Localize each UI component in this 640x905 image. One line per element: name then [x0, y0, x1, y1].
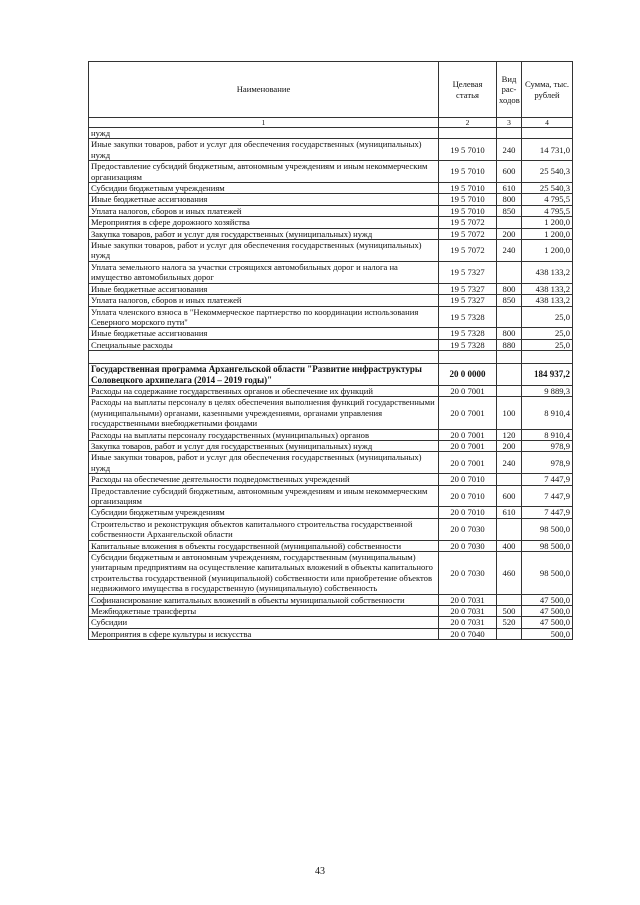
cell-article: 20 0 7001: [439, 452, 497, 474]
cell-article: 20 0 7010: [439, 474, 497, 485]
cell-name: Субсидии бюджетным учреждениям: [89, 507, 439, 518]
cell-expense-type: [497, 628, 522, 639]
cell-name: Строительство и реконструкция объектов капитального строительства государственной собственности Архангельской области: [89, 518, 439, 540]
cell-name: нужд: [89, 128, 439, 139]
cell-name: Мероприятия в сфере дорожного хозяйства: [89, 217, 439, 228]
cell-expense-type: [497, 518, 522, 540]
cell-article: 20 0 7031: [439, 606, 497, 617]
cell-expense-type: [497, 217, 522, 228]
table-row: [89, 306, 573, 328]
table-row: [89, 240, 573, 262]
cell-article: 20 0 7001: [439, 385, 497, 396]
table-row: [89, 217, 573, 228]
column-index: 1: [89, 118, 439, 128]
page-number: 43: [315, 866, 325, 877]
table-row: [89, 295, 573, 306]
cell-name: Иные закупки товаров, работ и услуг для обеспечения государственных (муниципальных) нужд: [89, 452, 439, 474]
cell-name: Расходы на содержание государственных органов и обеспечение их функций: [89, 385, 439, 396]
cell-article: 20 0 7030: [439, 540, 497, 551]
cell-article: 20 0 7030: [439, 518, 497, 540]
cell-article: 19 5 7328: [439, 306, 497, 328]
table-row: [89, 205, 573, 216]
cell-expense-type: [497, 364, 522, 386]
cell-sum: 4 795,5: [522, 205, 573, 216]
cell-name: Иные бюджетные ассигнования: [89, 283, 439, 294]
cell-article: 19 5 7010: [439, 139, 497, 161]
column-index: 4: [522, 118, 573, 128]
cell-name: Закупка товаров, работ и услуг для государственных (муниципальных) нужд: [89, 228, 439, 239]
cell-sum: 7 447,9: [522, 507, 573, 518]
cell-expense-type: [497, 385, 522, 396]
cell-name: Капитальные вложения в объекты государственной (муниципальной) собственности: [89, 540, 439, 551]
cell-article: 20 0 7010: [439, 485, 497, 507]
table-row: [89, 485, 573, 507]
cell-expense-type: 600: [497, 485, 522, 507]
cell-article: 20 0 7031: [439, 617, 497, 628]
cell-article: 20 0 7030: [439, 552, 497, 595]
cell-expense-type: 200: [497, 228, 522, 239]
cell-name: Иные бюджетные ассигнования: [89, 194, 439, 205]
table-row: [89, 283, 573, 294]
cell-article: [439, 128, 497, 139]
table-row: [89, 440, 573, 451]
cell-sum: 184 937,2: [522, 364, 573, 386]
cell-name: Межбюджетные трансферты: [89, 606, 439, 617]
cell-sum: 438 133,2: [522, 283, 573, 294]
cell-sum: 25,0: [522, 339, 573, 350]
cell-sum: 8 910,4: [522, 397, 573, 429]
cell-expense-type: [497, 128, 522, 139]
cell-name: Расходы на обеспечение деятельности подведомственных учреждений: [89, 474, 439, 485]
table-row: [89, 128, 573, 139]
cell-sum: 47 500,0: [522, 594, 573, 605]
cell-article: 19 5 7327: [439, 261, 497, 283]
cell-article: 19 5 7010: [439, 161, 497, 183]
cell-article: 19 5 7072: [439, 217, 497, 228]
header-expense-type: Вид рас-ходов: [497, 62, 522, 118]
cell-article: 20 0 7031: [439, 594, 497, 605]
table-row: [89, 161, 573, 183]
table-row: [89, 328, 573, 339]
table-row: [89, 507, 573, 518]
table-row: [89, 397, 573, 429]
cell-sum: 1 200,0: [522, 228, 573, 239]
table-row: [89, 183, 573, 194]
cell-sum: 14 731,0: [522, 139, 573, 161]
cell-sum: 98 500,0: [522, 518, 573, 540]
cell-expense-type: 240: [497, 452, 522, 474]
cell-name: Субсидии: [89, 617, 439, 628]
cell-sum: 25,0: [522, 328, 573, 339]
cell-article: 19 5 7010: [439, 183, 497, 194]
table-row: [89, 452, 573, 474]
program-row: [89, 364, 573, 386]
cell-name: Расходы на выплаты персоналу в целях обеспечения выполнения функций государственными (муниципальными) органами, казенными учреждениями, органами управления государственными внебюджетными фондами: [89, 397, 439, 429]
cell-name: Иные бюджетные ассигнования: [89, 328, 439, 339]
table-row: [89, 594, 573, 605]
table-row: [89, 540, 573, 551]
cell-sum: 25,0: [522, 306, 573, 328]
cell-sum: 7 447,9: [522, 474, 573, 485]
cell-sum: 47 500,0: [522, 606, 573, 617]
cell-name: Уплата членского взноса в "Некоммерческое партнерство по координации использования Северного морского пути": [89, 306, 439, 328]
cell-expense-type: 850: [497, 205, 522, 216]
cell-expense-type: 610: [497, 507, 522, 518]
table-row: [89, 385, 573, 396]
cell-expense-type: 500: [497, 606, 522, 617]
header-name: Наименование: [89, 62, 439, 118]
spacer-row: [89, 351, 573, 364]
cell-sum: 25 540,3: [522, 183, 573, 194]
cell-name: Софинансирование капитальных вложений в объекты муниципальной собственности: [89, 594, 439, 605]
cell-name: Государственная программа Архангельской области "Развитие инфраструктуры Соловецкого архипелага (2014 – 2019 годы)": [89, 364, 439, 386]
cell-sum: 1 200,0: [522, 217, 573, 228]
cell-article: 20 0 7001: [439, 440, 497, 451]
cell-article: 19 5 7328: [439, 339, 497, 350]
cell-sum: 978,9: [522, 452, 573, 474]
cell-sum: 978,9: [522, 440, 573, 451]
cell-sum: 98 500,0: [522, 552, 573, 595]
cell-name: Иные закупки товаров, работ и услуг для обеспечения государственных (муниципальных) нужд: [89, 240, 439, 262]
cell-article: 19 5 7072: [439, 228, 497, 239]
cell-expense-type: 400: [497, 540, 522, 551]
cell-article: 19 5 7328: [439, 328, 497, 339]
column-index: 3: [497, 118, 522, 128]
cell-expense-type: 800: [497, 283, 522, 294]
cell-article: 19 5 7327: [439, 283, 497, 294]
cell-expense-type: [497, 474, 522, 485]
table-row: [89, 228, 573, 239]
table-row: [89, 339, 573, 350]
cell-name: Расходы на выплаты персоналу государственных (муниципальных) органов: [89, 429, 439, 440]
budget-table: [88, 61, 573, 640]
column-index-row: [89, 118, 573, 128]
cell-sum: 9 889,3: [522, 385, 573, 396]
cell-article: [439, 351, 497, 364]
cell-name: Иные закупки товаров, работ и услуг для обеспечения государственных (муниципальных) нужд: [89, 139, 439, 161]
cell-sum: 438 133,2: [522, 261, 573, 283]
cell-sum: 500,0: [522, 628, 573, 639]
cell-name: Уплата налогов, сборов и иных платежей: [89, 205, 439, 216]
cell-name: Закупка товаров, работ и услуг для государственных (муниципальных) нужд: [89, 440, 439, 451]
cell-expense-type: 520: [497, 617, 522, 628]
cell-sum: 4 795,5: [522, 194, 573, 205]
cell-expense-type: 460: [497, 552, 522, 595]
table-row: [89, 628, 573, 639]
cell-article: 19 5 7010: [439, 194, 497, 205]
cell-expense-type: 200: [497, 440, 522, 451]
cell-sum: 25 540,3: [522, 161, 573, 183]
cell-name: Мероприятия в сфере культуры и искусства: [89, 628, 439, 639]
cell-sum: [522, 351, 573, 364]
cell-sum: 7 447,9: [522, 485, 573, 507]
cell-expense-type: 100: [497, 397, 522, 429]
cell-article: 20 0 0000: [439, 364, 497, 386]
cell-expense-type: 600: [497, 161, 522, 183]
cell-expense-type: [497, 351, 522, 364]
cell-expense-type: 800: [497, 328, 522, 339]
cell-name: Предоставление субсидий бюджетным, автономным учреждениям и иным некоммерческим организациям: [89, 485, 439, 507]
table-row: [89, 617, 573, 628]
table-row: [89, 606, 573, 617]
cell-article: 20 0 7040: [439, 628, 497, 639]
cell-article: 20 0 7001: [439, 397, 497, 429]
cell-expense-type: 850: [497, 295, 522, 306]
cell-sum: 47 500,0: [522, 617, 573, 628]
cell-expense-type: 880: [497, 339, 522, 350]
cell-name: Субсидии бюджетным и автономным учреждениям, государственным (муниципальным) унитарным предприятиям на осуществление капитальных вложений в объекты капитального строительства государственной (муниципальной) собственности или приобретение объектов недвижимого имущества в государственную (муниципальную) собственность: [89, 552, 439, 595]
cell-expense-type: [497, 306, 522, 328]
cell-article: 19 5 7010: [439, 205, 497, 216]
table-row: [89, 139, 573, 161]
cell-expense-type: 610: [497, 183, 522, 194]
cell-article: 20 0 7010: [439, 507, 497, 518]
header-article: Целевая статья: [439, 62, 497, 118]
cell-name: Предоставление субсидий бюджетным, автономным учреждениям и иным некоммерческим организациям: [89, 161, 439, 183]
cell-name: Специальные расходы: [89, 339, 439, 350]
column-index: 2: [439, 118, 497, 128]
header-sum: Сумма, тыс. рублей: [522, 62, 573, 118]
cell-expense-type: 240: [497, 240, 522, 262]
cell-article: 19 5 7072: [439, 240, 497, 262]
table-header-row: [89, 62, 573, 118]
cell-sum: 1 200,0: [522, 240, 573, 262]
cell-sum: [522, 128, 573, 139]
table-row: [89, 261, 573, 283]
cell-expense-type: 800: [497, 194, 522, 205]
cell-name: Уплата земельного налога за участки строящихся автомобильных дорог и налога на имущество автомобильных дорог: [89, 261, 439, 283]
cell-expense-type: 120: [497, 429, 522, 440]
cell-article: 19 5 7327: [439, 295, 497, 306]
cell-expense-type: 240: [497, 139, 522, 161]
cell-name: Субсидии бюджетным учреждениям: [89, 183, 439, 194]
cell-article: 20 0 7001: [439, 429, 497, 440]
table-row: [89, 518, 573, 540]
table-row: [89, 429, 573, 440]
cell-name: Уплата налогов, сборов и иных платежей: [89, 295, 439, 306]
cell-expense-type: [497, 594, 522, 605]
table-row: [89, 474, 573, 485]
cell-sum: 8 910,4: [522, 429, 573, 440]
table-row: [89, 194, 573, 205]
cell-sum: 438 133,2: [522, 295, 573, 306]
cell-name: [89, 351, 439, 364]
cell-sum: 98 500,0: [522, 540, 573, 551]
cell-expense-type: [497, 261, 522, 283]
table-row: [89, 552, 573, 595]
